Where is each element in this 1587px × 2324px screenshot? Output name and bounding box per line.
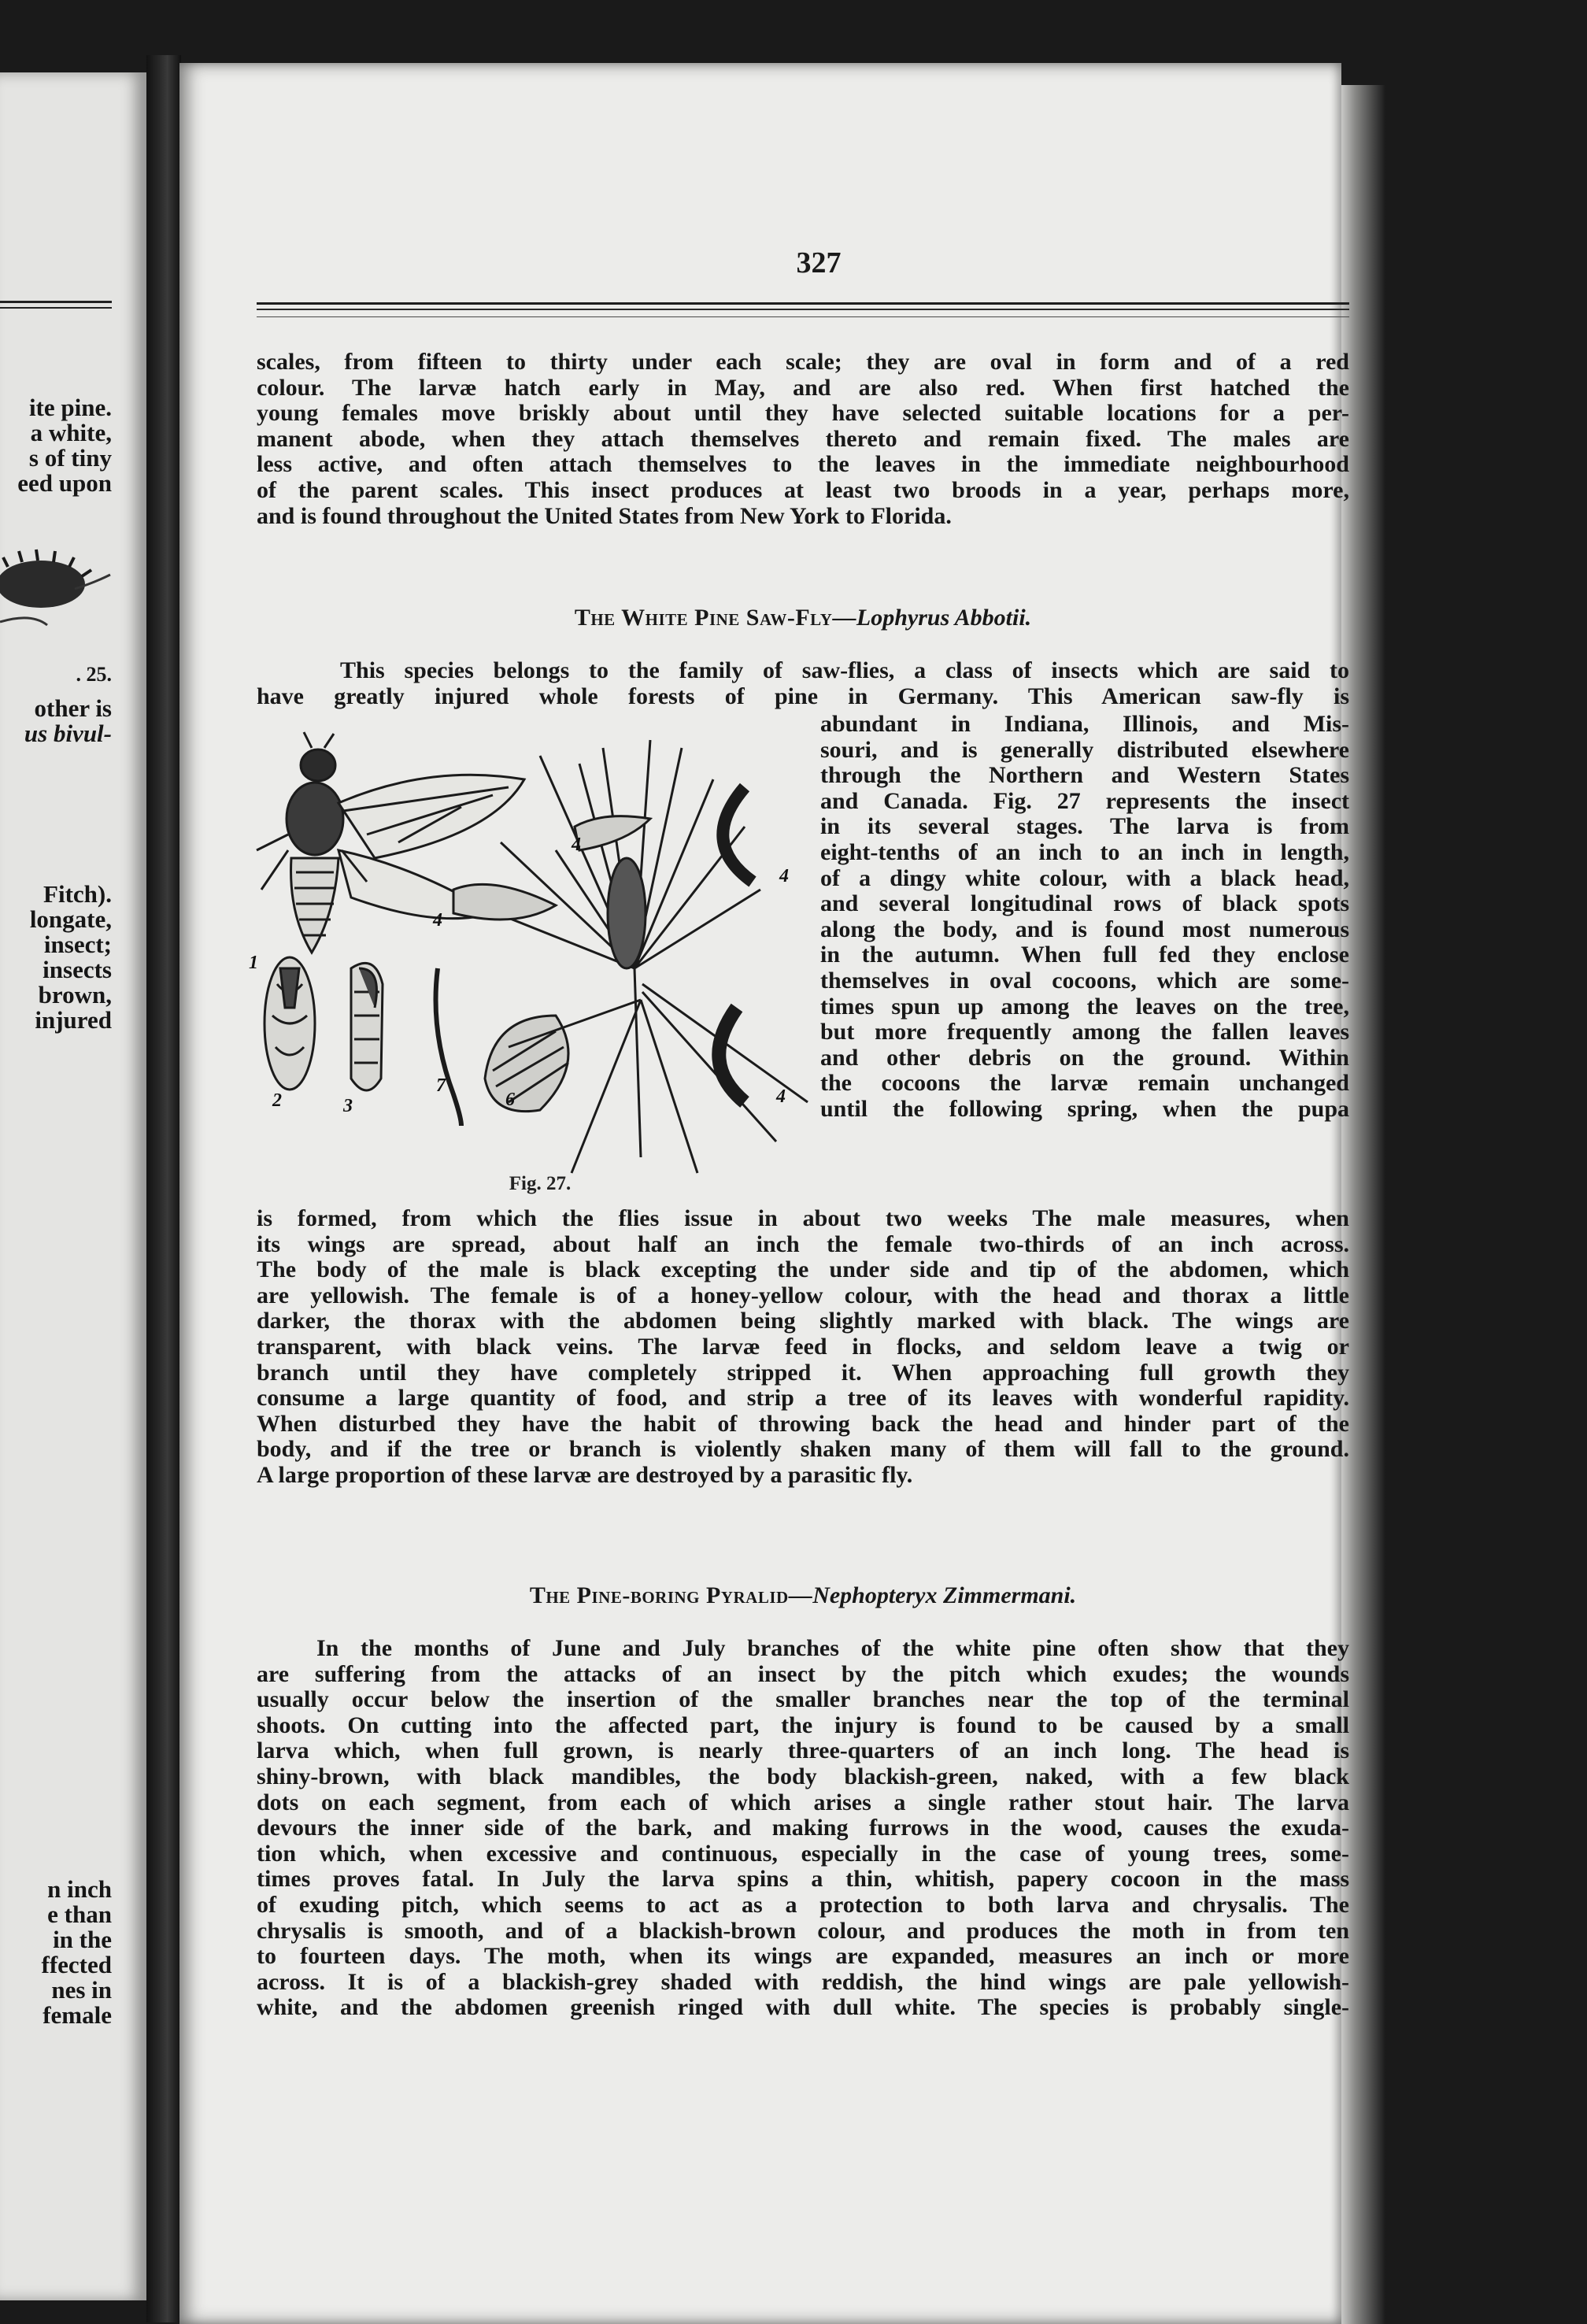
text-line: have greatly injured whole forests of pine in Germany. This American saw-fly is — [257, 683, 1349, 709]
text-line: colour. The larvæ hatch early in May, and are also red. When first hatched the — [257, 374, 1349, 401]
left-line: a white, — [30, 419, 112, 446]
left-line: other is — [34, 694, 112, 722]
left-line: female — [43, 2001, 112, 2029]
left-header-rule-2 — [0, 307, 112, 309]
text-line: devours the inner side of the bark, and making furrows in the wood, causes the exuda- — [257, 1815, 1349, 1841]
text-line: and Canada. Fig. 27 represents the insect — [820, 787, 1349, 814]
text-line: shiny-brown, with black mandibles, the body blackish-green, naked, with a few black — [257, 1763, 1349, 1789]
left-header-rule — [0, 301, 112, 303]
left-line: e than — [47, 1900, 112, 1928]
fig-label-3: 3 — [343, 1096, 353, 1116]
text-line: themselves in oval cocoons, which are some- — [820, 967, 1349, 994]
text-line: through the Northern and Western States — [820, 762, 1349, 789]
text-line: and several longitudinal rows of black spots — [820, 890, 1349, 917]
text-line: larva which, when full grown, is nearly three-quarters of an inch long. The head is — [257, 1737, 1349, 1764]
text-line: young females move briskly about until they have selected suitable locations for a per- — [257, 400, 1349, 427]
text-line: until the following spring, when the pupa — [820, 1095, 1349, 1122]
fig-label-4a: 4 — [433, 910, 442, 931]
text-line: manent abode, when they attach themselves thereto and remain fixed. The males are — [257, 425, 1349, 452]
fig-label-2: 2 — [272, 1090, 282, 1111]
intro-paragraph — [257, 350, 1349, 529]
text-line: white, and the abdomen greenish ringed with dull white. The species is probably single- — [257, 1994, 1349, 2021]
text-line: the cocoons the larvæ remain unchanged — [820, 1070, 1349, 1097]
left-line: eed upon — [17, 469, 112, 497]
text-line: in its several stages. The larva is from — [820, 813, 1349, 840]
left-line: Fitch). — [43, 880, 112, 908]
fig-label-4d: 4 — [776, 1086, 786, 1107]
text-line: souri, and is generally distributed elsewhere — [820, 736, 1349, 763]
left-line: injured — [35, 1006, 112, 1034]
text-line: and other debris on the ground. Within — [820, 1044, 1349, 1071]
left-line: us bivul- — [24, 720, 112, 747]
text-line: chrysalis is smooth, and of a blackish-brown colour, and produces the moth in from ten — [257, 1917, 1349, 1944]
text-line: are yellowish. The female is of a honey-yellow colour, with the head and thorax a little — [257, 1282, 1349, 1308]
text-line: This species belongs to the family of saw-flies, a class of insects which are said to — [340, 657, 1349, 683]
text-line: branch until they have completely stripped it. When approaching full growth they — [257, 1359, 1349, 1386]
text-line: shoots. On cutting into the affected part, the injury is found to be caused by a small — [257, 1712, 1349, 1738]
text-line: less active, and often attach themselves to the leaves in the immediate neighbourhood — [257, 451, 1349, 478]
section-heading-pyralid — [257, 1582, 1349, 1609]
saw-fly-lead — [257, 658, 1349, 709]
text-line: tion which, when excessive and continuous, especially in the case of young trees, some- — [257, 1840, 1349, 1867]
text-line: eight-tenths of an inch to an inch in length, — [820, 838, 1349, 865]
text-line: its wings are spread, about half an inch the female two-thirds of an inch across. — [257, 1230, 1349, 1257]
text-line: of a dingy white colour, with a black head, — [820, 864, 1349, 891]
text-line: abundant in Indiana, Illinois, and Mis- — [820, 711, 1349, 737]
text-line: to fourteen days. The moth, when its wings are expanded, measures an inch or more — [257, 1943, 1349, 1970]
text-line: across. It is of a blackish-grey shaded with reddish, the hind wings are pale yellowish- — [257, 1968, 1349, 1995]
left-figure-larva-illustration — [0, 543, 118, 638]
left-line: ffected — [41, 1951, 112, 1978]
text-line: is formed, from which the flies issue in about two weeks The male measures, when — [257, 1205, 1349, 1231]
text-line: In the months of June and July branches of the white pine often show that they — [316, 1635, 1349, 1661]
left-figure-caption: . 25. — [76, 663, 112, 686]
text-line: in the autumn. When full fed they enclose — [820, 942, 1349, 968]
left-facing-page — [0, 72, 146, 2300]
text-line: usually occur below the insertion of the smaller branches near the top of the terminal — [257, 1686, 1349, 1713]
fig-label-6: 6 — [505, 1090, 515, 1110]
saw-fly-continuation — [257, 1206, 1349, 1489]
text-line: dots on each segment, from each of which arises a single rather stout hair. The larva — [257, 1789, 1349, 1815]
text-line: and is found throughout the United States from New York to Florida. — [257, 502, 952, 529]
fig-label-4b: 4 — [572, 834, 581, 855]
text-line: The body of the male is black excepting the under side and tip of the abdomen, which — [257, 1256, 1349, 1283]
book-gutter — [146, 55, 181, 2322]
heading-title: The Pine-boring Pyralid— — [529, 1582, 813, 1608]
larva-7 — [436, 968, 462, 1126]
text-line: of exuding pitch, which seems to act as a protection to both larva and chrysalis. The — [257, 1891, 1349, 1918]
left-line: nes in — [51, 1976, 112, 2004]
fig-label-4c: 4 — [779, 866, 789, 886]
left-line: brown, — [38, 981, 112, 1008]
text-line: of the parent scales. This insect produces at least two broods in a year, perhaps more, — [257, 476, 1349, 503]
figure-caption: Fig. 27. — [509, 1173, 572, 1194]
figure-27-illustration — [249, 732, 825, 1197]
text-line: times spun up among the leaves on the tree, — [820, 993, 1349, 1020]
left-line: s of tiny — [28, 444, 112, 472]
text-line: darker, the thorax with the abdomen being slightly marked with black. The wings are — [257, 1308, 1349, 1334]
left-line: longate, — [29, 905, 112, 933]
left-line: insect; — [43, 931, 112, 958]
text-line: body, and if the tree or branch is violently shaken many of them will fall to the ground. — [257, 1436, 1349, 1463]
fig-label-1: 1 — [249, 953, 258, 973]
text-line: scales, from fifteen to thirty under each scale; they are oval in form and of a red — [257, 349, 1349, 375]
text-line: transparent, with black veins. The larvæ feed in flocks, and seldom leave a twig or — [257, 1333, 1349, 1360]
left-line: insects — [43, 956, 112, 983]
left-line: n inch — [47, 1875, 112, 1903]
text-line: are suffering from the attacks of an insect by the pitch which exudes; the wounds — [257, 1660, 1349, 1687]
text-line: When disturbed they have the habit of throwing back the head and hinder part of the — [257, 1410, 1349, 1437]
cocoon-2 — [264, 957, 315, 1090]
header-rule — [257, 302, 1349, 305]
text-line: but more frequently among the fallen leaves — [820, 1019, 1349, 1045]
heading-title: The White Pine Saw-Fly— — [574, 605, 856, 631]
header-rule — [257, 316, 1349, 317]
text-line: times proves fatal. In July the larva spins a thin, whitish, papery cocoon in the mass — [257, 1866, 1349, 1893]
text-line: consume a large quantity of food, and strip a tree of its leaves with wonderful rapidity. — [257, 1385, 1349, 1412]
heading-species: Lophyrus Abbotii. — [856, 605, 1032, 631]
text-line: along the body, and is found most numerous — [820, 916, 1349, 942]
section-heading-saw-fly — [257, 605, 1349, 631]
left-line: in the — [53, 1926, 112, 1953]
pyralid-paragraph — [257, 1636, 1349, 2021]
saw-fly-side-column — [820, 712, 1349, 1123]
header-rule — [257, 309, 1349, 310]
fig-label-7: 7 — [436, 1075, 446, 1096]
page-number: 327 — [796, 246, 842, 279]
left-line: ite pine. — [28, 394, 112, 421]
pupa-3 — [351, 963, 383, 1090]
text-line: A large proportion of these larvæ are destroyed by a parasitic fly. — [257, 1461, 913, 1488]
heading-species: Nephopteryx Zimmermani. — [812, 1582, 1077, 1608]
